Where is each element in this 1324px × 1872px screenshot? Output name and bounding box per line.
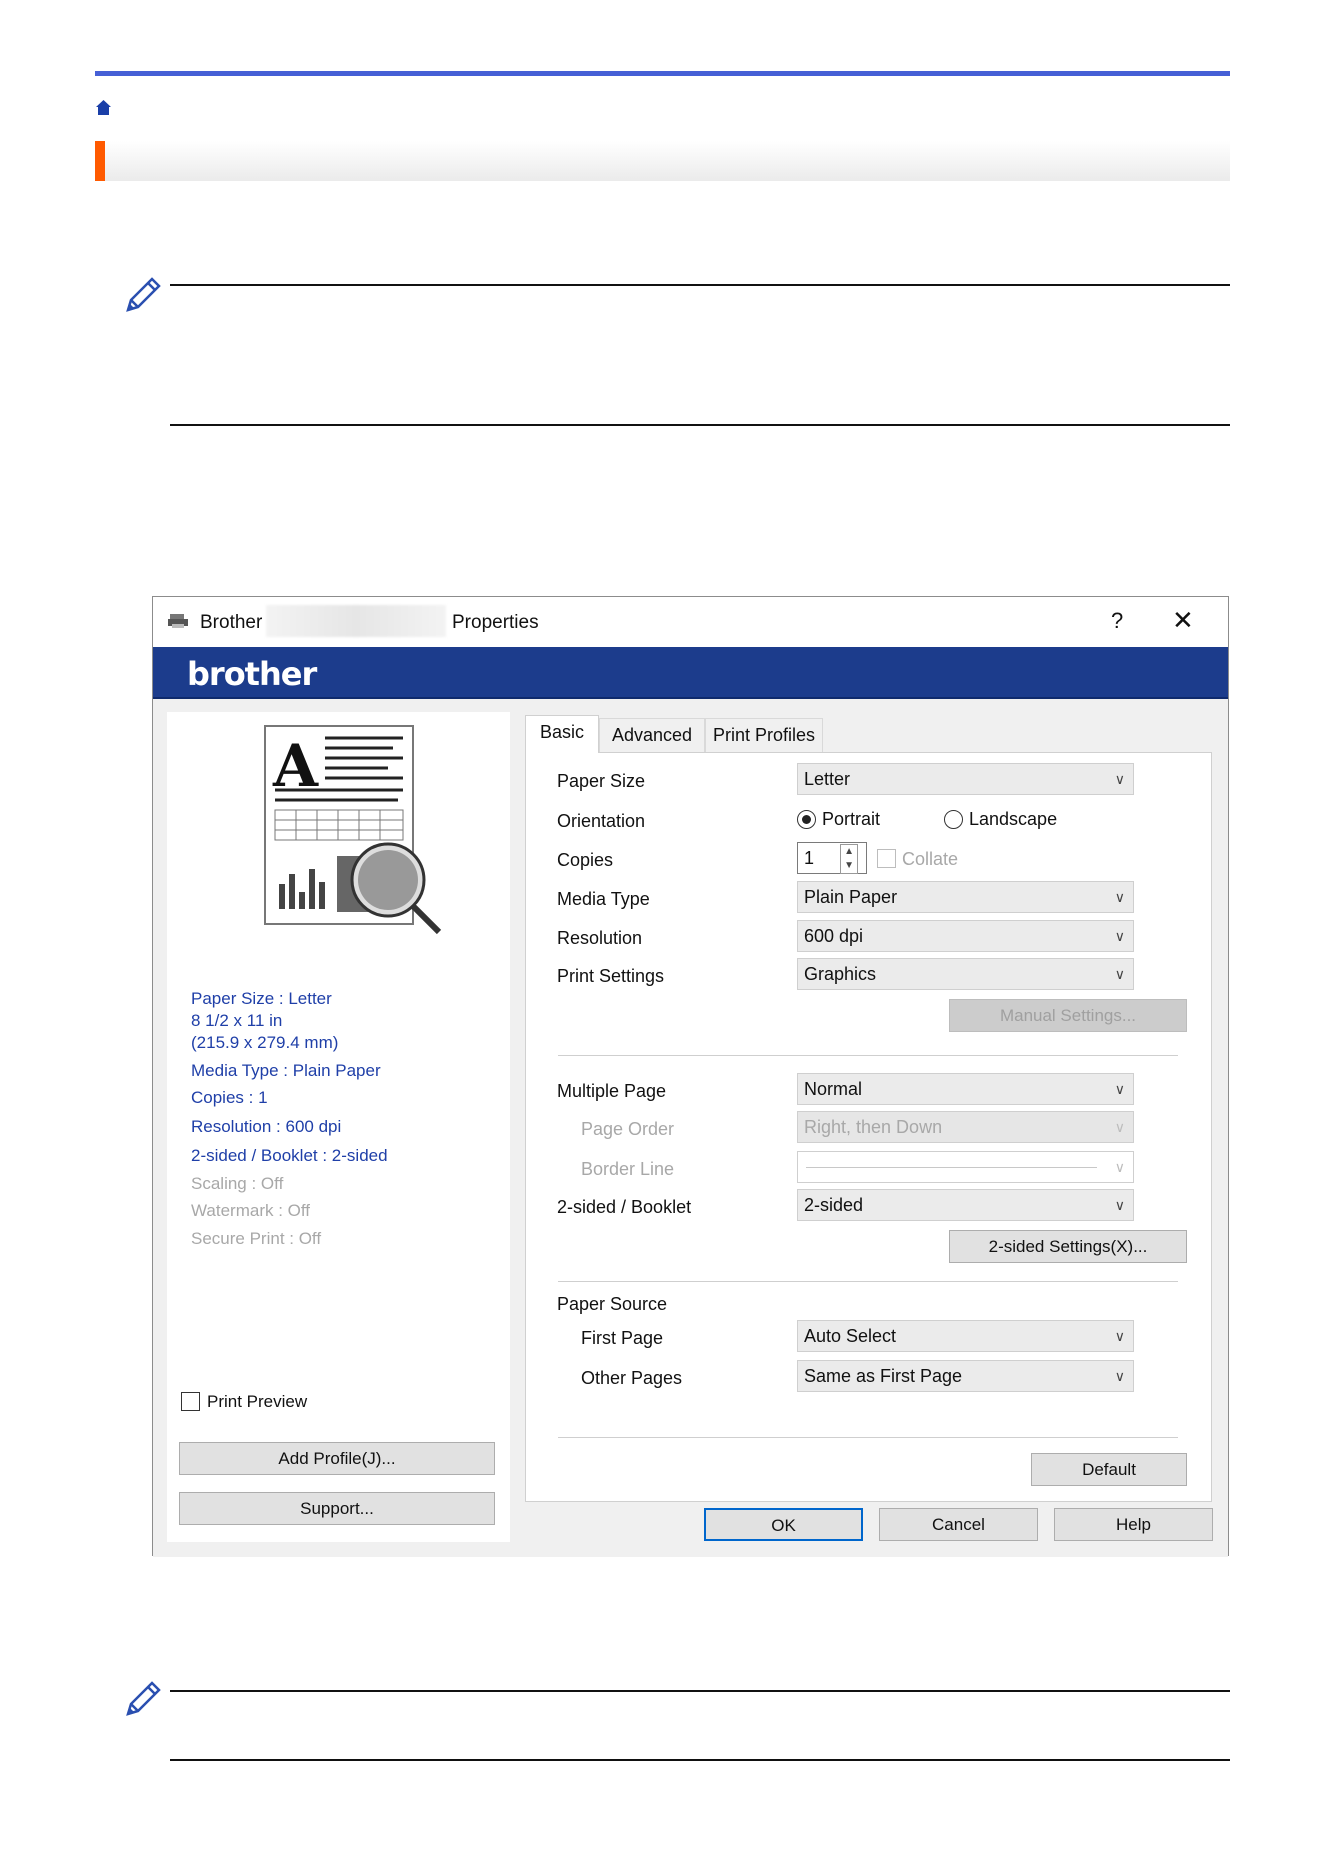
add-profile-button[interactable]: Add Profile(J)... bbox=[179, 1442, 495, 1475]
separator bbox=[558, 1281, 1178, 1282]
info-media-type: Media Type : Plain Paper bbox=[191, 1061, 381, 1080]
dialog-titlebar bbox=[153, 597, 1228, 647]
info-two-sided: 2-sided / Booklet : 2-sided bbox=[191, 1146, 388, 1165]
info-watermark: Watermark : Off bbox=[191, 1201, 311, 1220]
first-page-value: Auto Select bbox=[804, 1326, 897, 1346]
border-line-label: Border Line bbox=[581, 1159, 675, 1179]
paper-source-label: Paper Source bbox=[557, 1294, 668, 1314]
paper-size-label: Paper Size bbox=[557, 771, 646, 791]
other-pages-select[interactable] bbox=[797, 1360, 1134, 1392]
chevron-down-icon: ∨ bbox=[1114, 928, 1125, 944]
first-page-select[interactable] bbox=[797, 1320, 1134, 1352]
page-preview-icon bbox=[263, 724, 463, 939]
landscape-label: Landscape bbox=[969, 809, 1058, 829]
chevron-down-icon: ∨ bbox=[1114, 771, 1125, 787]
cancel-button[interactable]: Cancel bbox=[879, 1508, 1038, 1541]
top-accent-bar bbox=[95, 71, 1230, 76]
landscape-radio[interactable] bbox=[944, 810, 963, 829]
resolution-select[interactable] bbox=[797, 920, 1134, 952]
ok-button[interactable]: OK bbox=[704, 1508, 863, 1541]
home-icon[interactable] bbox=[95, 99, 112, 116]
print-settings-label: Print Settings bbox=[557, 966, 665, 986]
section-header bbox=[95, 141, 1230, 181]
note-top-rule bbox=[170, 284, 1230, 286]
other-pages-value: Same as First Page bbox=[804, 1366, 963, 1386]
section-header-accent bbox=[95, 141, 105, 181]
print-settings-select[interactable] bbox=[797, 958, 1134, 990]
svg-text:A: A bbox=[273, 732, 319, 800]
two-sided-value: 2-sided bbox=[804, 1195, 864, 1215]
copies-value: 1 bbox=[804, 848, 815, 868]
pencil-icon bbox=[120, 274, 164, 318]
tab-print-profiles[interactable]: Print Profiles bbox=[705, 718, 823, 754]
chevron-down-icon: ∨ bbox=[1114, 1081, 1125, 1097]
chevron-down-icon: ∨ bbox=[1114, 1197, 1125, 1213]
note-top-rule bbox=[170, 1690, 1230, 1692]
info-paper-inches: 8 1/2 x 11 in bbox=[191, 1011, 283, 1030]
spin-arrows-icon[interactable]: ▲ ▼ bbox=[840, 844, 858, 874]
help-icon[interactable]: ? bbox=[1111, 608, 1124, 633]
copies-label: Copies bbox=[557, 850, 614, 870]
printer-properties-dialog bbox=[152, 596, 1229, 1556]
page-order-value: Right, then Down bbox=[804, 1117, 943, 1137]
multiple-page-select[interactable] bbox=[797, 1073, 1134, 1105]
chevron-down-icon: ∨ bbox=[1114, 1368, 1125, 1384]
info-secure-print: Secure Print : Off bbox=[191, 1229, 322, 1248]
tab-advanced[interactable]: Advanced bbox=[599, 718, 705, 754]
chevron-down-icon: ∨ bbox=[1114, 966, 1125, 982]
chevron-down-icon: ∨ bbox=[1114, 889, 1125, 905]
redacted-model-name bbox=[266, 605, 446, 637]
print-preview-checkbox[interactable] bbox=[181, 1392, 200, 1411]
media-type-select[interactable] bbox=[797, 881, 1134, 913]
note-box-bottom bbox=[120, 1678, 1230, 1763]
paper-size-value: Letter bbox=[804, 769, 851, 789]
border-line-select[interactable] bbox=[797, 1151, 1134, 1183]
brother-logo: brother bbox=[187, 655, 317, 693]
dialog-title-suffix: Properties bbox=[452, 612, 539, 633]
separator bbox=[558, 1055, 1178, 1056]
media-type-label: Media Type bbox=[557, 889, 650, 909]
dialog-title-brand: Brother bbox=[200, 612, 263, 633]
info-paper-mm: (215.9 x 279.4 mm) bbox=[191, 1033, 339, 1052]
collate-label: Collate bbox=[902, 849, 959, 869]
multiple-page-value: Normal bbox=[804, 1079, 863, 1099]
brand-banner bbox=[153, 647, 1228, 699]
media-type-value: Plain Paper bbox=[804, 887, 898, 907]
orientation-label: Orientation bbox=[557, 811, 646, 831]
info-resolution: Resolution : 600 dpi bbox=[191, 1117, 342, 1136]
resolution-value: 600 dpi bbox=[804, 926, 864, 946]
chevron-down-icon: ∨ bbox=[1114, 1159, 1125, 1175]
two-sided-select[interactable] bbox=[797, 1189, 1134, 1221]
info-scaling: Scaling : Off bbox=[191, 1174, 284, 1193]
collate-checkbox[interactable] bbox=[877, 849, 896, 868]
chevron-down-icon: ∨ bbox=[1114, 1119, 1125, 1135]
printer-icon bbox=[167, 612, 189, 630]
preview-panel bbox=[167, 712, 510, 1542]
portrait-label: Portrait bbox=[822, 809, 881, 829]
print-settings-value: Graphics bbox=[804, 964, 877, 984]
default-button[interactable]: Default bbox=[1031, 1453, 1187, 1486]
paper-size-select[interactable] bbox=[797, 763, 1134, 795]
print-preview-label: Print Preview bbox=[207, 1392, 308, 1411]
other-pages-label: Other Pages bbox=[581, 1368, 683, 1388]
note-bottom-rule bbox=[170, 424, 1230, 426]
info-paper-size: Paper Size : Letter bbox=[191, 989, 332, 1008]
note-box-top bbox=[120, 274, 1230, 429]
two-sided-settings-button[interactable]: 2-sided Settings(X)... bbox=[949, 1230, 1187, 1263]
tab-basic[interactable]: Basic bbox=[525, 715, 599, 753]
page-order-label: Page Order bbox=[581, 1119, 675, 1139]
resolution-label: Resolution bbox=[557, 928, 643, 948]
info-copies: Copies : 1 bbox=[191, 1088, 268, 1107]
copies-stepper[interactable] bbox=[797, 842, 867, 874]
support-button[interactable]: Support... bbox=[179, 1492, 495, 1525]
two-sided-label: 2-sided / Booklet bbox=[557, 1197, 692, 1217]
manual-settings-button[interactable]: Manual Settings... bbox=[949, 999, 1187, 1032]
border-line-sample bbox=[806, 1167, 1097, 1168]
portrait-radio[interactable] bbox=[797, 810, 816, 829]
pencil-icon bbox=[120, 1678, 164, 1722]
basic-tab-page bbox=[525, 752, 1212, 1502]
close-icon[interactable]: ✕ bbox=[1172, 605, 1194, 635]
multiple-page-label: Multiple Page bbox=[557, 1081, 667, 1101]
help-button[interactable]: Help bbox=[1054, 1508, 1213, 1541]
note-bottom-rule bbox=[170, 1759, 1230, 1761]
first-page-label: First Page bbox=[581, 1328, 664, 1348]
chevron-down-icon: ∨ bbox=[1114, 1328, 1125, 1344]
page-order-select[interactable] bbox=[797, 1111, 1134, 1143]
separator bbox=[558, 1437, 1178, 1438]
